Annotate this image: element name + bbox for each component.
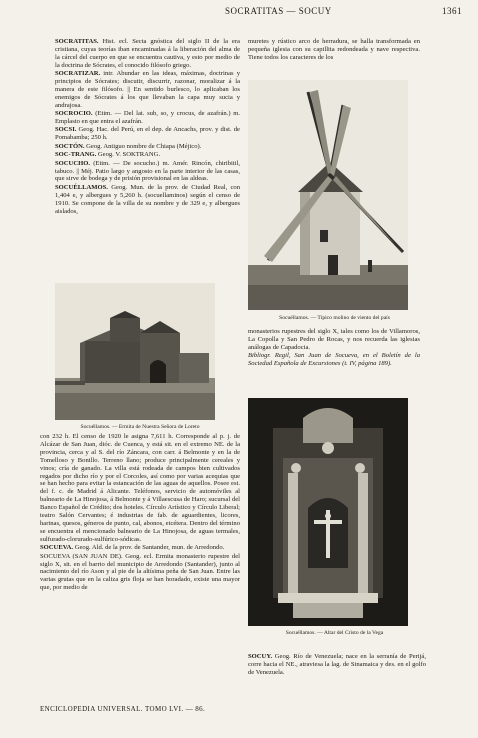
entry: SOCUEVA. Geog. Ald. de la prov. de Santander, mun. de Arredondo. xyxy=(40,544,225,552)
header-title: SOCRATITAS — SOCUY xyxy=(225,6,332,16)
entry: Bibliogr. Regil, San Juan de Socueva, en el Boletín de la Sociedad Española de Excursiones (t. IV, página 189). xyxy=(248,352,420,368)
right-column-middle xyxy=(248,328,420,369)
entry: SOCRATITAS. Hist. ecl. Secta gnóstica del siglo II de la era cristiana, cuyas teorías iban encaminadas á la liberación del alma de la cárcel del cuerpo en que se encuentra cautiva, y esto por medio de la doctrina de Sócrates, el conocido filósofo griego. xyxy=(55,38,240,69)
left-column-bottom xyxy=(40,433,240,593)
entry: con 232 h. El censo de 1920 le asigna 7,611 h. Corresponde al p. j. de Alcázar de San Juan, dióc. de Cuenca, y está sit. en el extremo NE. de la provincia, cerca y al S. del río Záncara, con carr. á Belmonte y en la de Tomelloso y Bonillo. Terreno llano; produce principalmente cereales y vinos; cría de ganado. La villa está rodeada de campos bien cultivados regados por dicho río y por el Corcoles, así como por varias acequias que se han hecho para evitar la estancación de las aguas de aquellos. Posee est. del f. c. de Madrid á Alicante. Teléfonos, servicio de automóviles al balneario de La Hinojosa, á Belmonte y á Villaescusa de Haro; sucursal del Banco Español de Crédito; dos hoteles. Círculo Artístico y Círculo Liberal; teatro Salón Cervantes; é industrias de fab. de aguardientes, licores, harinas, quesos, géneros de punto, cal, abonos, etcétera. Dentro del término se encuentra el mencionado balneario de La Hinojosa, de aguas termales, sulfurado-clorurado-sulfúrico-sódicas. xyxy=(40,433,240,543)
entry: SOCSI. Geog. Hac. del Perú, en el dep. de Ancachs, prov. y dist. de Pomabamba; 250 h. xyxy=(55,126,240,142)
windmill-caption: Socuéllamos. — Típico molino de viento del país xyxy=(279,315,390,321)
entry: SOCROCIO. (Etim. — Del lat. sub, so, y crocus, de azafrán.) m. Emplasto en que entra el azafrán. xyxy=(55,110,240,126)
entry: SOC-TRANG. Geog. V. SOKTRANG. xyxy=(55,151,161,159)
church-photo xyxy=(55,283,215,420)
windmill-photo xyxy=(248,80,408,310)
church-caption: Socuéllamos. — Ermita de Nuestra Señora de Loreto xyxy=(80,424,200,430)
entry: SOCRATIZAR. intr. Abundar en las ideas, máximas, doctrinas y principios de Sócrates; discutir, discurrir, razonar, moralizar á la manera de este filósofo. || En sentido burlesco, lo aplicaban los enemigos de Sócrates á los que llevaban la capa muy sucia y andrajosa. xyxy=(55,70,240,109)
page-number: 1361 xyxy=(442,6,462,16)
entry: SOCUCHO. (Etim. — De socucho.) m. Amér. Rincón, chiribitil, tabuco. || Méj. Patio largo y angosto en la parte interior de las casas, que sirve de bodega y de prisión provisional en las aldeas. xyxy=(55,159,240,183)
page-footer: ENCICLOPEDIA UNIVERSAL. TOMO LVI. — 86. xyxy=(40,705,206,713)
entry: SOCUÉLLAMOS. Geog. Mun. de la prov. de Ciudad Real, con 1,404 e, y albergues y 5,260 h. (socuellaminos) según el censo de 1910. Se compone de la villa de su nombre y de 329 e, y albergues aislados, xyxy=(55,183,240,215)
entry: SOCTÓN. Geog. Antiguo nombre de Chiapa (Méjico). xyxy=(55,142,202,150)
right-column-top xyxy=(248,38,420,62)
running-header xyxy=(0,6,478,20)
entry: monasterios rupestres del siglo X, tales como los de Villamoros, La Copolla y San Pedro de Rocas, y nos recuerda las iglesias análogas de Capadocia. xyxy=(248,328,420,351)
altar-caption: Socuéllamos. — Altar del Cristo de la Vega xyxy=(285,630,384,636)
altar-photo xyxy=(248,398,408,626)
entry: SOCUY. Geog. Río de Venezuela; nace en la serranía de Perijá, corre hacia el NE., atraviesa la lag. de Sinamaica y des. en el golfo de Venezuela. xyxy=(248,653,426,676)
left-column-top xyxy=(55,38,240,216)
entry: muretes y rústico arco de herradura, se halla transformada en pequeña iglesia con su capillita redondeada y nave respectiva. Tiene todos los caracteres de los xyxy=(248,38,420,61)
entry: SOCUEVA (SAN JUAN DE). Geog. ecl. Ermita monasterio rupestre del siglo X, sit. en el barrio del municipio de Arredondo (Santander), junto al nacimiento del río Ason y al pie de la altísima peña de San Juan. Entre las varias grutas que en la caliza gris floja se han horadado, existe una mayor que, por medio de xyxy=(40,552,240,592)
right-column-bottom xyxy=(248,653,426,677)
